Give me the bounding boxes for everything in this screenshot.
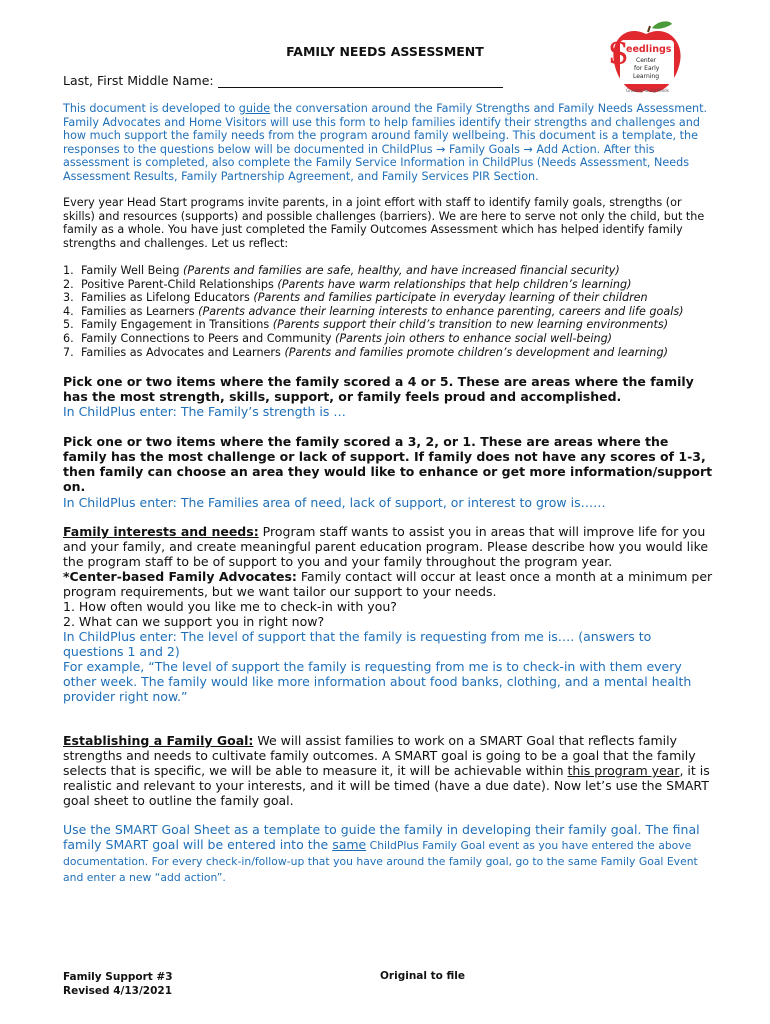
logo-line3: for Early [634,65,660,72]
advocates-label: *Center-based Family Advocates: [63,569,297,584]
list-item: 5. Family Engagement in Transitions (Parents support their child’s transition to new learning environments) [63,318,669,332]
footer-form-number: Family Support #3 [63,971,173,983]
interests-childplus: In ChildPlus enter: The level of support that the family is requesting from me is…. (answers to questions 1 and 2) [63,629,652,659]
program-year-text: this program year [567,763,680,778]
footer-center: Original to file [380,970,466,982]
logo-name: eedlings [626,44,672,55]
intro-paragraph: This document is developed to guide the conversation around the Family Strengths and Family Needs Assessment. Family Advocates and Home Visitors will use this form to help families identify their strengths and challenges and how much support the family needs from the program around family wellbeing. This document is a template, the responses to the questions below will be documented in ChildPlus → Family Goals → Add Action. After this assessment is completed, also complete the Family Service Information in ChildPlus (Needs Assessment, Needs Assessment Results, Family Partnership Agreement, and Family Services PIR Section. [63,102,708,183]
footer-left [63,970,173,998]
challenge-instruction: Pick one or two items where the family scored a 3, 2, or 1. These are areas where the family has the most challenge or lack of support. If family does not have any scores of 1-3, then family can choose an area they would like to enhance or get more information/support on. [63,434,713,494]
interests-heading: Family interests and needs: [63,524,259,539]
challenge-childplus: In ChildPlus enter: The Families area of need, lack of support, or interest to grow is…… [63,495,606,510]
list-item: 2. Positive Parent-Child Relationships (Parents have warm relationships that help children’s learning) [63,277,632,291]
leaf-icon [652,21,672,28]
guide-word: guide [238,102,271,115]
logo-tagline: Growing Young Minds [626,88,669,93]
logo-line4: Learning [633,73,660,80]
page-title: FAMILY NEEDS ASSESSMENT [286,44,484,59]
name-input-line[interactable] [218,75,503,88]
question-2: 2. What can we support you in right now? [63,614,325,629]
logo-line2: Center [636,57,657,64]
question-1: 1. How often would you like me to check-in with you? [63,599,397,614]
footer-revised: Revised 4/13/2021 [63,985,173,997]
goal-section: Establishing a Family Goal: We will assist families to work on a SMART Goal that reflects family strengths and needs to cultivate family outcomes. A SMART goal is going to be a goal that the family selects that is specific, we will be able to measure it, it will be achievable within this program year, it is realistic and relevant to your interests, and it will be timed (have a due date). Now let’s use the SMART goal sheet to outline the family goal. [63,733,710,808]
name-field-row [63,73,503,88]
interests-section: Family interests and needs: Program staff wants to assist you in areas that will improve life for you and your family, and create meaningful parent education program. Please describe how you would like the program staff to be of support to you and your family throughout the program year. *Center-based Family Advocates: Family contact will occur at least once a month at a minimum per program requirements, but we want tailor our support to your needs. 1. How often would you like me to check-in with you? 2. What can we support you in right now? In ChildPlus enter: The level of support that the family is requesting from me is…. (answers to questions 1 and 2) For example, “The level of support the family is requesting from me is to check-in with them every other week. The family would like more information about food banks, clothing, and a mental health provider right now.” [63,524,713,704]
list-item: 6. Family Connections to Peers and Community (Parents join others to enhance social well-being) [63,331,613,345]
name-label: Last, First Middle Name: [63,73,214,88]
list-item: 3. Families as Lifelong Educators (Parents and families participate in everyday learning of their children [63,291,648,305]
list-item: 7. Families as Advocates and Learners (Parents and families promote children’s development and learning) [63,345,668,359]
outcomes-list [63,264,743,359]
interests-example: For example, “The level of support the family is requesting from me is to check-in with them every other week. The family would like more information about food banks, clothing, and a mental health provider right now.” [63,659,692,704]
strength-instruction: Pick one or two items where the family scored a 4 or 5. These are areas where the family has the most strength, skills, support, or family feels proud and accomplished. [63,374,694,404]
goal-heading: Establishing a Family Goal: [63,733,254,748]
logo-letter: S [608,37,629,72]
list-item: 1. Family Well Being (Parents and families are safe, healthy, and have increased financial security) [63,264,620,277]
same-word: same [332,837,367,852]
reflect-paragraph: Every year Head Start programs invite parents, in a joint effort with staff to identify family goals, strengths (or skills) and resources (supports) and possible challenges (barriers). We are here to serve not only the child, but the family as a whole. You have just completed the Family Outcomes Assessment which has helped identify family strengths and challenges. Let us reflect: [63,196,705,250]
smart-section: Use the SMART Goal Sheet as a template to guide the family in developing their family goal. The final family SMART goal will be entered into the same ChildPlus Family Goal event as you have entered the above documentation. For every check-in/follow-up that you have around the family goal, go to the same Family Goal Event and enter a new “add action”. [63,822,700,884]
list-item: 4. Families as Learners (Parents advance their learning interests to enhance parenting, careers and life goals) [63,304,684,318]
strength-childplus: In ChildPlus enter: The Family’s strength is … [63,404,346,419]
